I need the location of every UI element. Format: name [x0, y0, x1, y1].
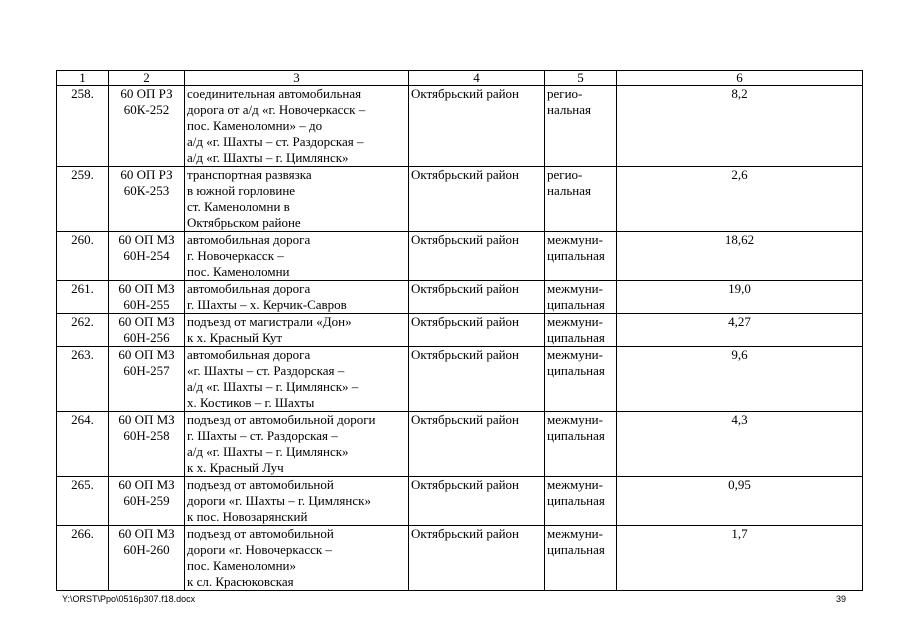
cell-road-type-line: ципальная: [547, 493, 605, 508]
cell-road-code-line: 60Н-255: [123, 297, 170, 312]
table-row: [57, 167, 863, 232]
table-row: [57, 526, 863, 591]
cell-road-type-line: нальная: [547, 183, 591, 198]
cell-road-name-line: а/д «г. Шахты – г. Цимлянск» –: [187, 379, 359, 394]
cell-road-code-line: 60К-253: [123, 183, 170, 198]
cell-road-name-line: г. Новочеркасск –: [187, 248, 284, 263]
cell-road-name-line: а/д «г. Шахты – ст. Раздорская –: [187, 134, 364, 149]
cell-road-name-line: пос. Каменоломни: [187, 264, 290, 279]
cell-road-code-line: 60 ОП РЗ: [120, 86, 173, 101]
header-col-4: 4: [409, 71, 545, 86]
header-row: [57, 71, 863, 86]
cell-road-name-line: дороги «г. Новочеркасск –: [187, 542, 332, 557]
cell-district: Октябрьский район: [409, 232, 545, 281]
cell-road-name-line: пос. Каменоломни» – до: [187, 118, 323, 133]
cell-road-name-line: к х. Красный Кут: [187, 330, 283, 345]
cell-district: Октябрьский район: [409, 314, 545, 347]
cell-road-code-line: 60 ОП МЗ: [118, 526, 175, 541]
cell-road-type-line: межмуни-: [547, 314, 603, 329]
cell-road-type-line: ципальная: [547, 248, 605, 263]
cell-road-name-line: а/д «г. Шахты – г. Цимлянск»: [187, 444, 349, 459]
cell-number: 262.: [57, 314, 109, 347]
cell-road-name: [185, 347, 409, 412]
cell-road-type-line: межмуни-: [547, 281, 603, 296]
footer-page-number: 39: [836, 594, 847, 604]
cell-length: 9,6: [617, 347, 863, 412]
cell-road-name: [185, 477, 409, 526]
cell-road-code: [109, 314, 185, 347]
header-col-5: 5: [545, 71, 617, 86]
cell-road-code: [109, 477, 185, 526]
cell-length: 8,2: [617, 86, 863, 167]
cell-road-name-line: к х. Красный Луч: [187, 460, 284, 475]
cell-road-type-line: межмуни-: [547, 412, 603, 427]
table-row: [57, 477, 863, 526]
cell-district: Октябрьский район: [409, 477, 545, 526]
cell-road-name-line: г. Шахты – ст. Раздорская –: [187, 428, 338, 443]
cell-road-name-line: подъезд от автомобильной дороги: [187, 412, 376, 427]
cell-road-name-line: дороги «г. Шахты – г. Цимлянск»: [187, 493, 371, 508]
cell-road-code-line: 60Н-256: [123, 330, 170, 345]
cell-length: 18,62: [617, 232, 863, 281]
cell-road-code-line: 60 ОП РЗ: [120, 167, 173, 182]
cell-road-name: [185, 232, 409, 281]
cell-road-name: [185, 526, 409, 591]
cell-road-name: [185, 281, 409, 314]
cell-road-type-line: межмуни-: [547, 526, 603, 541]
cell-road-name: [185, 86, 409, 167]
cell-road-name-line: х. Костиков – г. Шахты: [187, 395, 315, 410]
cell-road-code: [109, 232, 185, 281]
table-row: [57, 281, 863, 314]
cell-road-name-line: в южной горловине: [187, 183, 296, 198]
cell-district: Октябрьский район: [409, 86, 545, 167]
cell-road-type: [545, 281, 617, 314]
cell-road-name-line: соединительная автомобильная: [187, 86, 362, 101]
cell-number: 264.: [57, 412, 109, 477]
cell-road-type-line: межмуни-: [547, 347, 603, 362]
table-row: [57, 86, 863, 167]
cell-road-type-line: ципальная: [547, 297, 605, 312]
cell-road-name: [185, 412, 409, 477]
table-row: [57, 412, 863, 477]
cell-road-code: [109, 347, 185, 412]
cell-road-name-line: к пос. Новозарянский: [187, 509, 308, 524]
cell-road-code-line: 60Н-259: [123, 493, 170, 508]
header-col-1: 1: [57, 71, 109, 86]
cell-road-code-line: 60 ОП МЗ: [118, 347, 175, 362]
cell-road-code: [109, 86, 185, 167]
cell-road-name-line: пос. Каменоломни»: [187, 558, 296, 573]
cell-road-name-line: ст. Каменоломни в: [187, 199, 290, 214]
cell-road-name-line: транспортная развязка: [187, 167, 312, 182]
cell-district: Октябрьский район: [409, 412, 545, 477]
cell-road-name-line: Октябрьском районе: [187, 215, 301, 230]
cell-number: 261.: [57, 281, 109, 314]
cell-road-code: [109, 281, 185, 314]
table-row: [57, 314, 863, 347]
cell-number: 266.: [57, 526, 109, 591]
header-col-6: 6: [617, 71, 863, 86]
cell-road-name: [185, 314, 409, 347]
cell-road-type-line: ципальная: [547, 428, 605, 443]
cell-number: 260.: [57, 232, 109, 281]
cell-road-type: [545, 314, 617, 347]
cell-road-name-line: подъезд от автомобильной: [187, 526, 334, 541]
cell-road-type: [545, 412, 617, 477]
cell-road-code: [109, 412, 185, 477]
cell-road-name-line: подъезд от автомобильной: [187, 477, 334, 492]
cell-road-type-line: регио-: [547, 86, 583, 101]
cell-road-name-line: «г. Шахты – ст. Раздорская –: [187, 363, 345, 378]
cell-road-name-line: к сл. Красюковская: [187, 574, 294, 589]
cell-road-name-line: автомобильная дорога: [187, 347, 311, 362]
cell-road-name-line: автомобильная дорога: [187, 232, 311, 247]
cell-number: 259.: [57, 167, 109, 232]
cell-road-code: [109, 526, 185, 591]
cell-road-type-line: ципальная: [547, 330, 605, 345]
cell-road-type-line: межмуни-: [547, 477, 603, 492]
cell-road-type-line: ципальная: [547, 542, 605, 557]
cell-road-type-line: межмуни-: [547, 232, 603, 247]
cell-district: Октябрьский район: [409, 167, 545, 232]
cell-number: 263.: [57, 347, 109, 412]
cell-road-type: [545, 526, 617, 591]
header-col-2: 2: [109, 71, 185, 86]
cell-road-type-line: нальная: [547, 102, 591, 117]
cell-length: 0,95: [617, 477, 863, 526]
cell-road-name: [185, 167, 409, 232]
cell-road-code-line: 60 ОП МЗ: [118, 314, 175, 329]
cell-road-code-line: 60Н-258: [123, 428, 170, 443]
cell-road-code-line: 60Н-260: [123, 542, 170, 557]
cell-road-code-line: 60 ОП МЗ: [118, 281, 175, 296]
cell-number: 258.: [57, 86, 109, 167]
table-row: [57, 347, 863, 412]
cell-road-type: [545, 232, 617, 281]
footer-file-path: Y:\ORST\Ppo\0516p307.f18.docx: [62, 594, 196, 604]
cell-road-code-line: 60 ОП МЗ: [118, 412, 175, 427]
cell-district: Октябрьский район: [409, 526, 545, 591]
cell-road-name-line: а/д «г. Шахты – г. Цимлянск»: [187, 150, 349, 165]
cell-road-name-line: г. Шахты – х. Керчик-Савров: [187, 297, 347, 312]
cell-road-code-line: 60 ОП МЗ: [118, 477, 175, 492]
cell-road-code-line: 60Н-254: [123, 248, 170, 263]
cell-road-name-line: автомобильная дорога: [187, 281, 311, 296]
cell-road-name-line: дорога от а/д «г. Новочеркасск –: [187, 102, 366, 117]
cell-road-code: [109, 167, 185, 232]
cell-road-type-line: ципальная: [547, 363, 605, 378]
cell-number: 265.: [57, 477, 109, 526]
table-row: [57, 232, 863, 281]
cell-length: 19,0: [617, 281, 863, 314]
cell-road-type: [545, 86, 617, 167]
cell-district: Октябрьский район: [409, 347, 545, 412]
cell-length: 1,7: [617, 526, 863, 591]
header-col-3: 3: [185, 71, 409, 86]
cell-road-type: [545, 167, 617, 232]
cell-length: 4,3: [617, 412, 863, 477]
cell-road-code-line: 60Н-257: [123, 363, 170, 378]
cell-district: Октябрьский район: [409, 281, 545, 314]
cell-road-name-line: подъезд от магистрали «Дон»: [187, 314, 352, 329]
cell-road-type: [545, 477, 617, 526]
cell-road-code-line: 60К-252: [123, 102, 170, 117]
cell-road-code-line: 60 ОП МЗ: [118, 232, 175, 247]
cell-road-type-line: регио-: [547, 167, 583, 182]
cell-length: 4,27: [617, 314, 863, 347]
roads-table: [56, 70, 863, 591]
cell-length: 2,6: [617, 167, 863, 232]
cell-road-type: [545, 347, 617, 412]
